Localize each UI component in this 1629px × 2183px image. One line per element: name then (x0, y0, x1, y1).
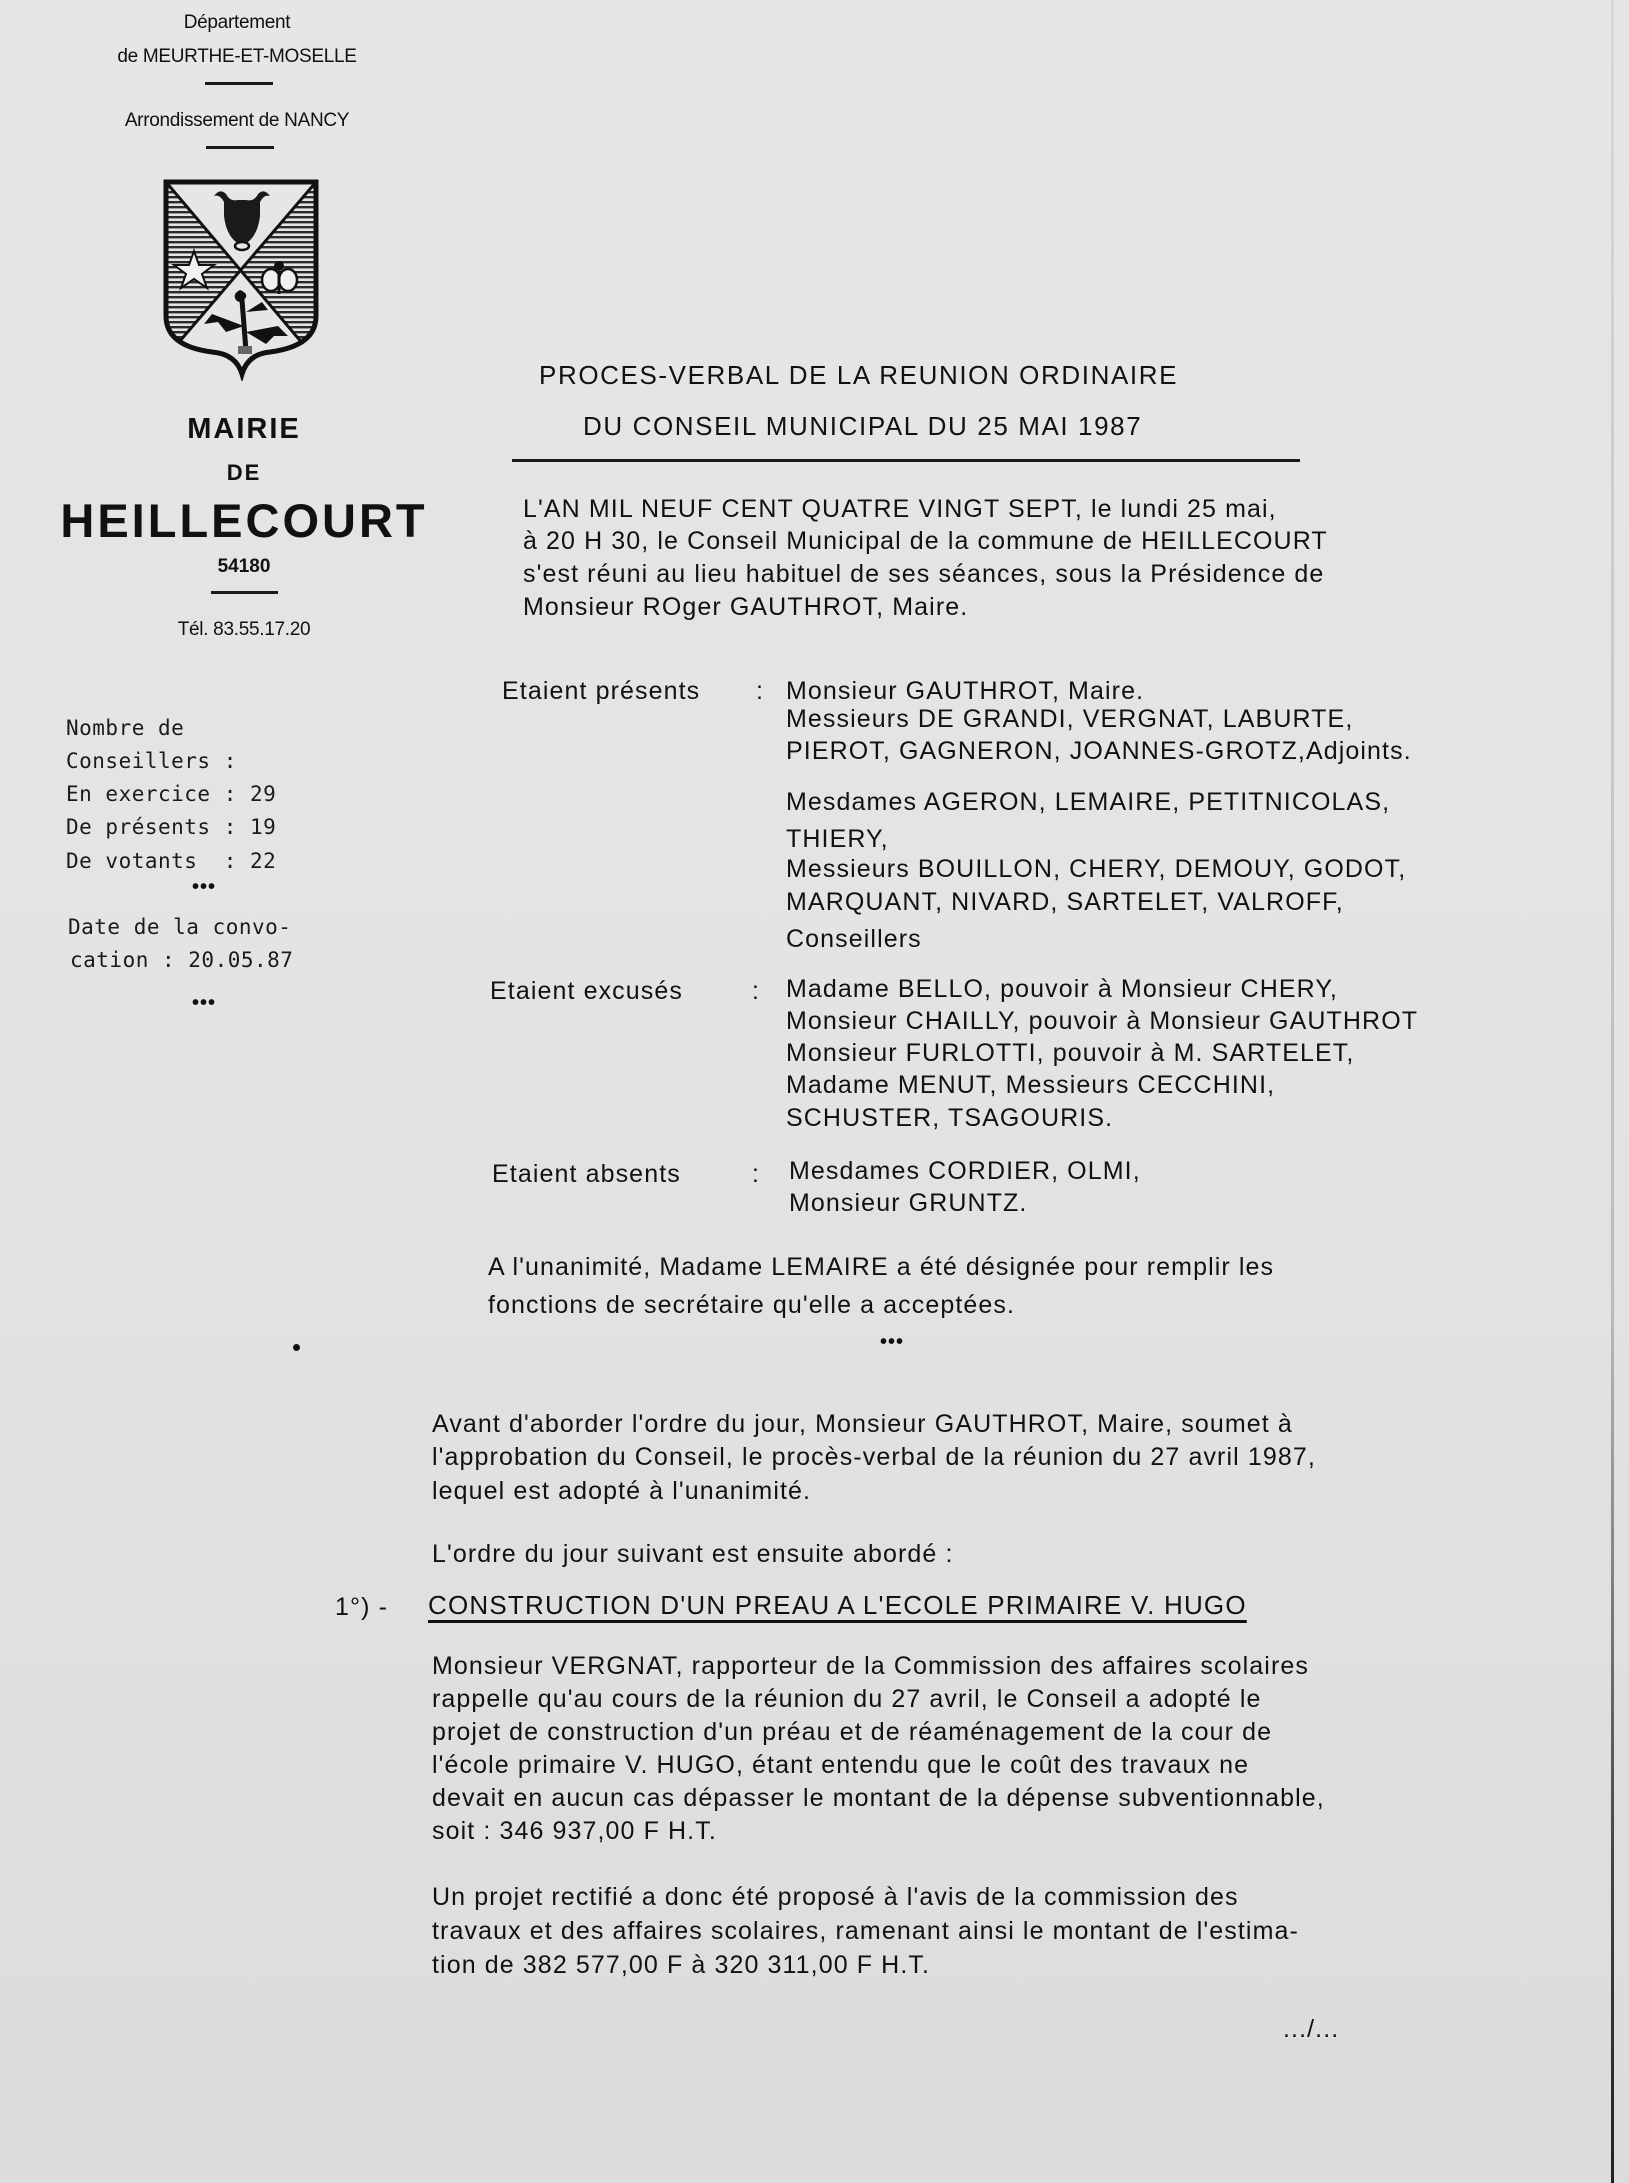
excused-line: Monsieur FURLOTTI, pouvoir à M. SARTELET, (786, 1039, 1355, 1067)
present-line: THIERY, (786, 825, 889, 853)
item-paragraph-line: Un projet rectifié a donc été proposé à l'avis de la commission des (432, 1883, 1239, 1911)
intro-line: Monsieur ROger GAUTHROT, Maire. (523, 593, 969, 621)
mairie-de-label: DE (226, 460, 262, 485)
present-label: Etaient présents (502, 677, 701, 705)
excused-line: Monsieur CHAILLY, pouvoir à Monsieur GAUTHROT (786, 1007, 1419, 1035)
document-title-line2: DU CONSEIL MUNICIPAL DU 25 MAI 1987 (583, 411, 1143, 441)
sidebar-convocation-date: cation : 20.05.87 (70, 948, 294, 972)
present-line: PIEROT, GAGNERON, JOANNES-GROTZ,Adjoints. (786, 737, 1412, 765)
departement-name: de MEURTHE-ET-MOSELLE (117, 46, 357, 67)
present-colon: : (756, 677, 765, 705)
present-line: Mesdames AGERON, LEMAIRE, PETITNICOLAS, (786, 788, 1391, 816)
arrondissement-label: Arrondissement de NANCY (124, 110, 350, 131)
item-paragraph-line: projet de construction d'un préau et de réaménagement de la cour de (432, 1718, 1273, 1746)
telephone: Tél. 83.55.17.20 (177, 619, 311, 640)
sidebar-convocation-line: Date de la convo- (68, 915, 292, 939)
letterhead-rule (205, 82, 273, 85)
item-paragraph-line: rappelle qu'au cours de la réunion du 27 avril, le Conseil a adopté le (432, 1685, 1262, 1713)
coat-of-arms-icon (160, 176, 322, 381)
excused-line: Madame MENUT, Messieurs CECCHINI, (786, 1071, 1276, 1099)
excused-label: Etaient excusés (490, 977, 683, 1005)
continuation-mark: .../... (1283, 2015, 1340, 2043)
page-edge (1611, 0, 1614, 2183)
item-paragraph-line: tion de 382 577,00 F à 320 311,00 F H.T. (432, 1951, 931, 1979)
intro-line: L'AN MIL NEUF CENT QUATRE VINGT SEPT, le lundi 25 mai, (523, 495, 1277, 523)
sidebar-count-exercice: En exercice : 29 (66, 782, 277, 806)
absent-line: Mesdames CORDIER, OLMI, (789, 1157, 1141, 1185)
approval-line: lequel est adopté à l'unanimité. (432, 1477, 812, 1505)
mairie-label: MAIRIE (187, 413, 301, 445)
separator-dots: ••• (192, 992, 217, 1014)
separator-dots: ••• (880, 1331, 905, 1353)
departement-label: Département (183, 12, 291, 33)
intro-line: s'est réuni au lieu habituel de ses séances, sous la Présidence de (523, 560, 1325, 588)
separator-dots: ••• (192, 876, 217, 898)
agenda-item-number: 1°) - (335, 1593, 388, 1621)
title-rule (512, 459, 1300, 462)
item-paragraph-line: Monsieur VERGNAT, rapporteur de la Commission des affaires scolaires (432, 1652, 1309, 1680)
secretary-line: A l'unanimité, Madame LEMAIRE a été désignée pour remplir les (488, 1253, 1275, 1281)
item-paragraph-line: soit : 346 937,00 F H.T. (432, 1817, 717, 1845)
present-line: Messieurs DE GRANDI, VERGNAT, LABURTE, (786, 705, 1354, 733)
intro-line: à 20 H 30, le Conseil Municipal de la commune de HEILLECOURT (523, 527, 1328, 555)
commune-name: HEILLECOURT (60, 494, 428, 547)
stray-mark (293, 1344, 300, 1351)
approval-line: Avant d'aborder l'ordre du jour, Monsieur GAUTHROT, Maire, soumet à (432, 1410, 1293, 1438)
excused-colon: : (752, 977, 761, 1005)
excused-line: SCHUSTER, TSAGOURIS. (786, 1104, 1114, 1132)
sidebar-line: Conseillers : (66, 749, 237, 773)
postal-code: 54180 (217, 556, 271, 577)
letterhead-rule (206, 146, 274, 149)
letterhead-rule (211, 591, 278, 594)
present-line: Messieurs BOUILLON, CHERY, DEMOUY, GODOT, (786, 855, 1407, 883)
present-line: MARQUANT, NIVARD, SARTELET, VALROFF, (786, 888, 1344, 916)
agenda-item-heading: CONSTRUCTION D'UN PREAU A L'ECOLE PRIMAIRE V. HUGO (428, 1590, 1247, 1620)
item-paragraph-line: devait en aucun cas dépasser le montant de la dépense subventionnable, (432, 1784, 1325, 1812)
excused-line: Madame BELLO, pouvoir à Monsieur CHERY, (786, 975, 1338, 1003)
secretary-line: fonctions de secrétaire qu'elle a acceptées. (488, 1291, 1016, 1319)
approval-line: l'approbation du Conseil, le procès-verbal de la réunion du 27 avril 1987, (432, 1443, 1316, 1471)
absent-colon: : (752, 1160, 761, 1188)
agenda-intro: L'ordre du jour suivant est ensuite abordé : (432, 1540, 954, 1568)
absent-line: Monsieur GRUNTZ. (789, 1189, 1028, 1217)
present-line: Monsieur GAUTHROT, Maire. (786, 677, 1145, 705)
item-paragraph-line: travaux et des affaires scolaires, ramenant ainsi le montant de l'estima- (432, 1917, 1299, 1945)
sidebar-count-votants: De votants : 22 (66, 849, 277, 873)
document-title-line1: PROCES-VERBAL DE LA REUNION ORDINAIRE (539, 360, 1179, 390)
item-paragraph-line: l'école primaire V. HUGO, étant entendu que le coût des travaux ne (432, 1751, 1250, 1779)
sidebar-count-presents: De présents : 19 (66, 815, 277, 839)
sidebar-line: Nombre de (66, 716, 185, 740)
absent-label: Etaient absents (492, 1160, 681, 1188)
present-line: Conseillers (786, 925, 922, 953)
